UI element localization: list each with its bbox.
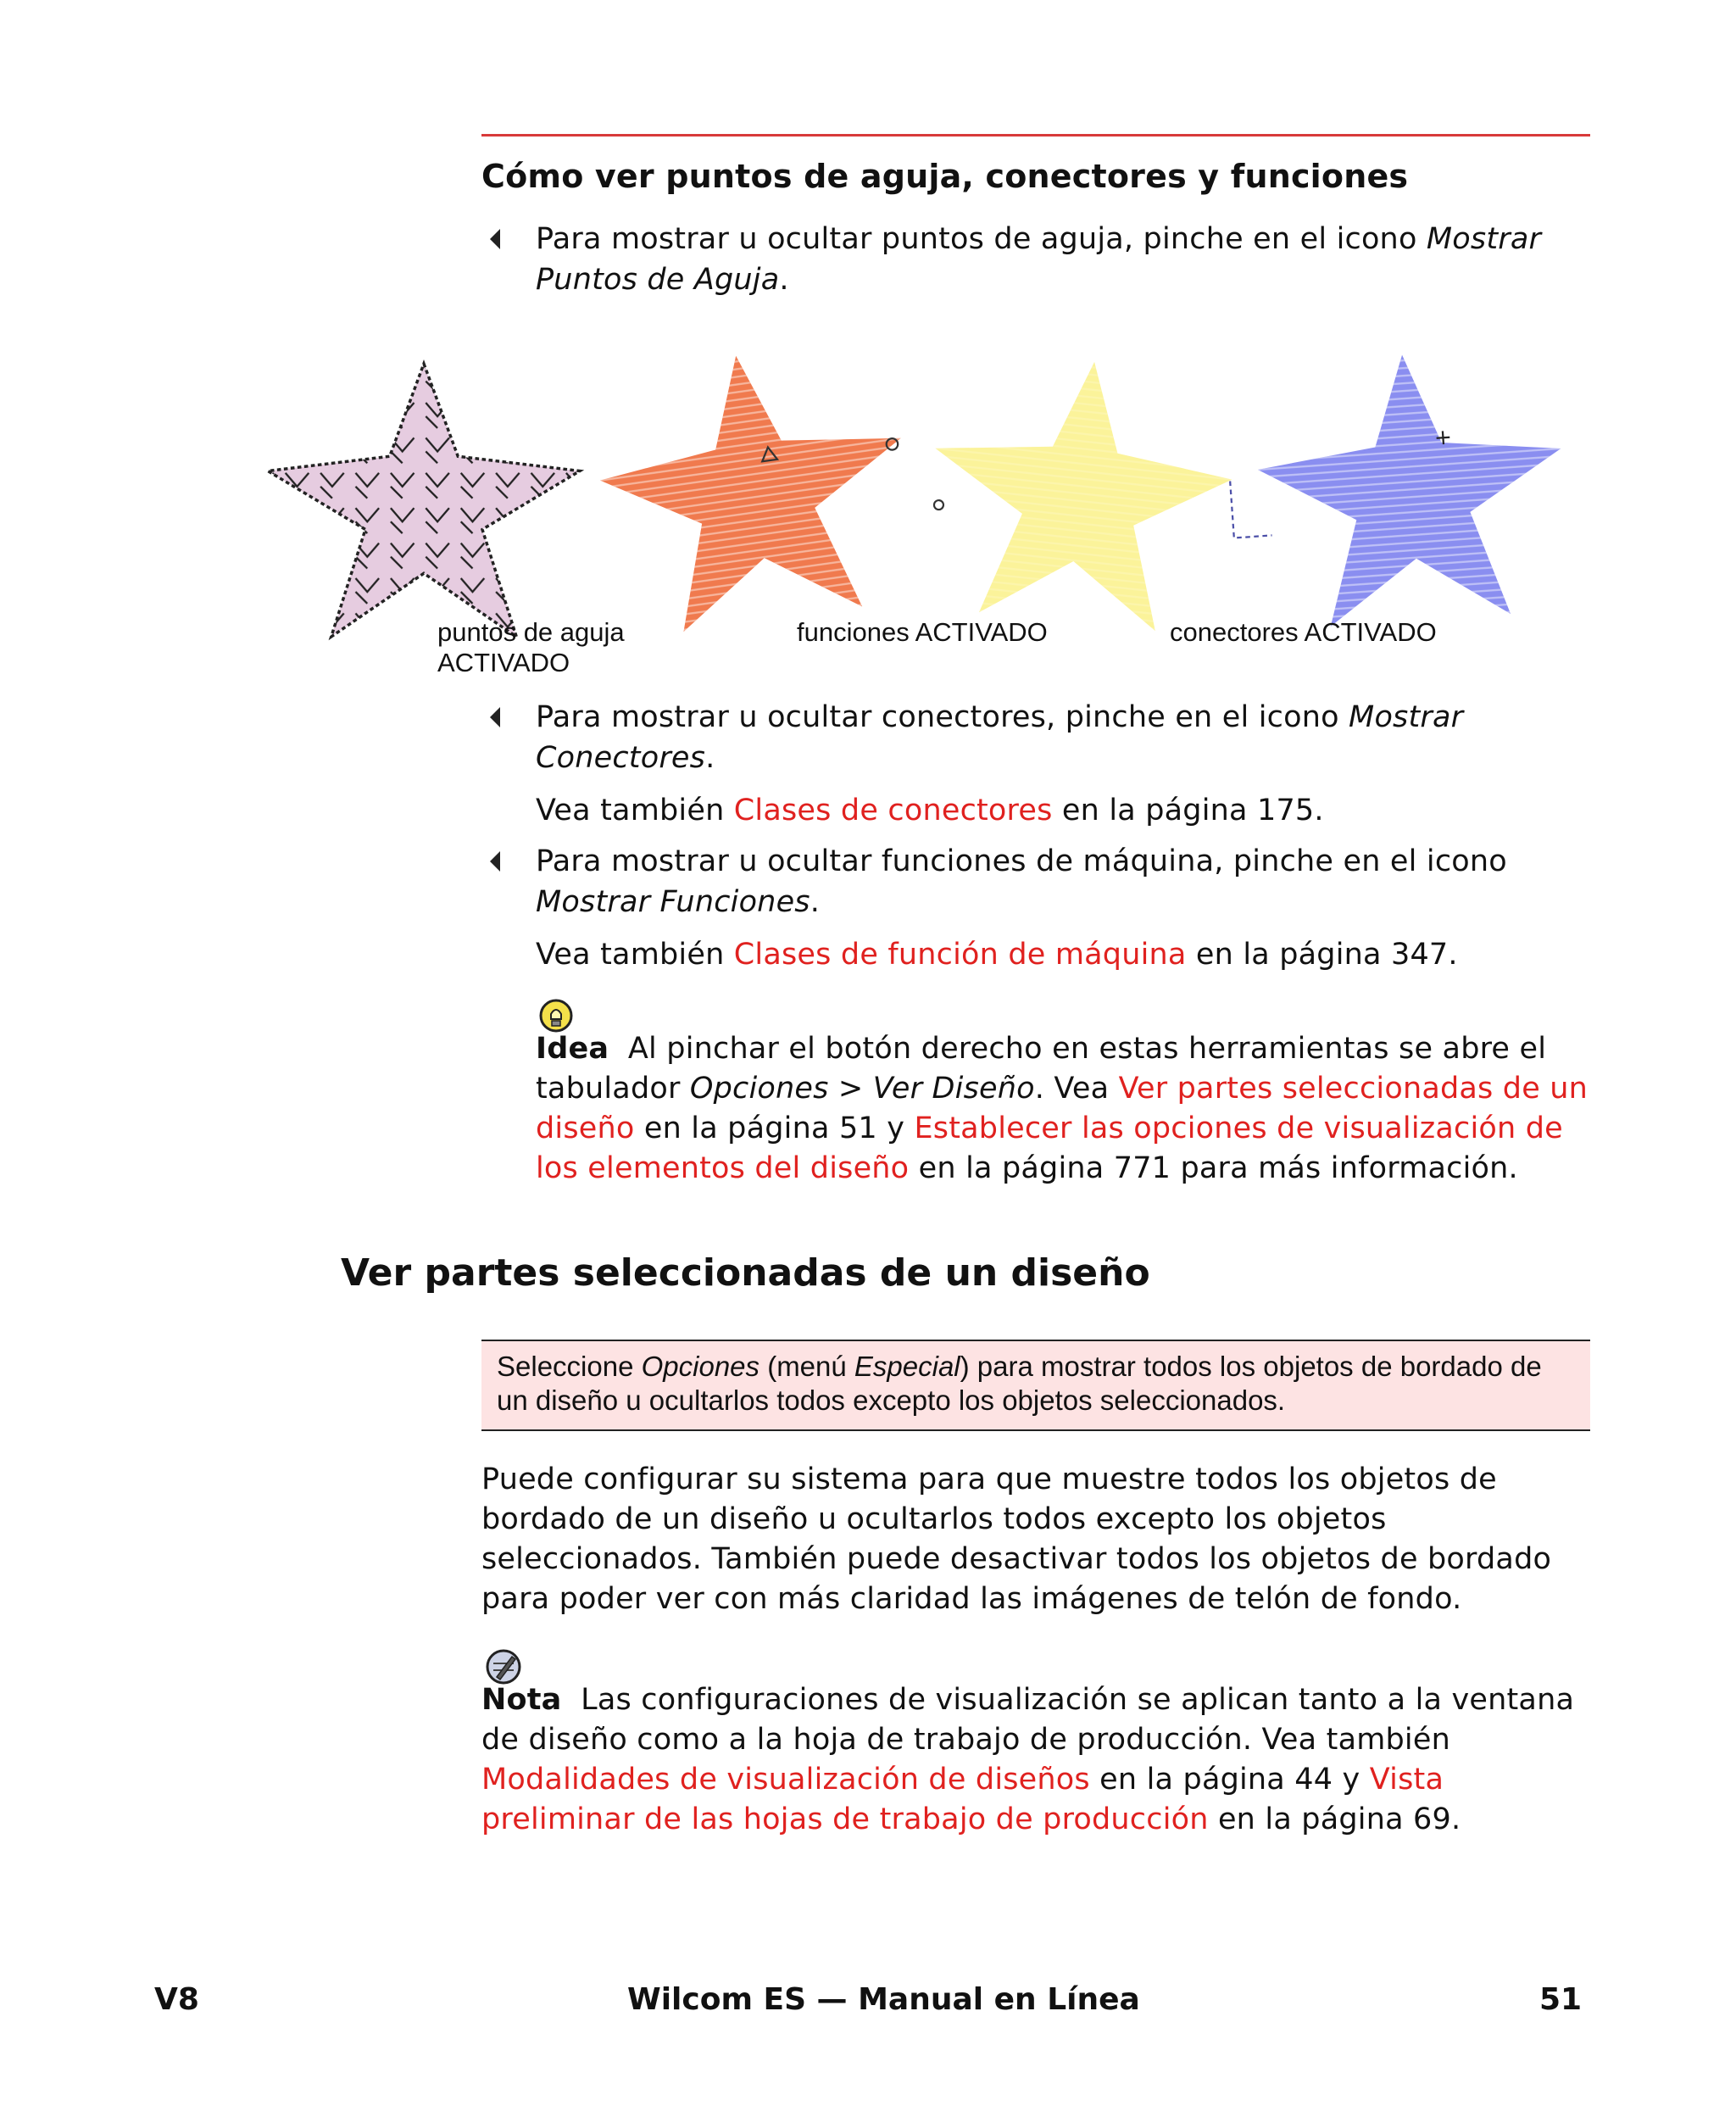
idea-text: . Vea xyxy=(1034,1072,1119,1106)
item-text: Para mostrar u ocultar puntos de aguja, pinche en el icono xyxy=(536,222,1427,256)
idea-text: Al pinchar el botón derecho en estas herramientas se abre el tabulador xyxy=(536,1032,1556,1106)
see-also-text: en la página 347. xyxy=(1186,938,1458,972)
star-plain xyxy=(919,346,1243,637)
see-also-text: en la página 175. xyxy=(1052,794,1324,827)
link-worksheet-preview[interactable]: Vista preliminar de las hojas de trabajo de producción xyxy=(481,1763,1444,1836)
item-text: . xyxy=(779,263,789,297)
idea-text: > xyxy=(828,1072,873,1106)
caption-connectors: conectores ACTIVADO xyxy=(1170,617,1437,647)
bullet-arrow-icon xyxy=(490,707,500,727)
star-illustrations xyxy=(254,331,1594,661)
item-functions-text xyxy=(536,841,1561,922)
tool-name: Mostrar Puntos de Aguja xyxy=(536,222,1542,297)
see-also-text: Vea también xyxy=(536,794,734,827)
item-stitches-text xyxy=(536,219,1561,300)
see-also-functions xyxy=(536,934,1561,975)
menu-name: Especial xyxy=(854,1351,960,1382)
callout-fragment: ) para mostrar todos los objetos de bordado de un diseño u ocultarlos todos excepto los objetos seleccionados. xyxy=(497,1351,1542,1416)
item-text: . xyxy=(705,741,715,775)
link-machine-function-classes[interactable]: Clases de función de máquina xyxy=(733,938,1187,972)
link-view-selected-parts[interactable]: Ver partes seleccionadas de un diseño xyxy=(536,1072,1589,1145)
subsection-heading: Cómo ver puntos de aguja, conectores y funciones xyxy=(481,158,1409,195)
note-text: en la página 44 y xyxy=(1089,1763,1370,1797)
note-block xyxy=(481,1680,1592,1840)
idea-note xyxy=(536,1029,1591,1189)
caption-functions: funciones ACTIVADO xyxy=(797,617,1048,647)
note-text: en la página 69. xyxy=(1208,1802,1461,1836)
link-connector-classes[interactable]: Clases de conectores xyxy=(733,794,1053,827)
tool-name: Mostrar Conectores xyxy=(536,700,1464,775)
menu-command: Opciones xyxy=(641,1351,760,1382)
star-stitches xyxy=(268,364,580,637)
footer-page-number: 51 xyxy=(1539,1982,1583,2017)
idea-text: en la página 51 y xyxy=(634,1111,915,1145)
tool-name: Mostrar Funciones xyxy=(536,885,810,919)
section-heading: Ver partes seleccionadas de un diseño xyxy=(341,1251,1150,1295)
item-text: Para mostrar u ocultar conectores, pinche en el icono xyxy=(536,700,1349,734)
see-also-connectors xyxy=(536,790,1561,831)
callout-fragment: (menú xyxy=(760,1351,854,1382)
top-divider xyxy=(481,134,1590,136)
star-connectors xyxy=(1222,344,1572,632)
bullet-arrow-icon xyxy=(490,851,500,872)
callout-fragment: Seleccione xyxy=(497,1351,642,1382)
note-label: Nota xyxy=(481,1683,562,1717)
idea-text: en la página 771 para más información. xyxy=(909,1151,1518,1185)
tab-name: Opciones xyxy=(689,1072,829,1106)
footer-version: V8 xyxy=(154,1982,199,2017)
see-also-text: Vea también xyxy=(536,938,734,972)
item-text: Para mostrar u ocultar funciones de máquina, pinche en el icono xyxy=(536,844,1507,878)
procedure-callout xyxy=(481,1340,1590,1431)
note-text: Las configuraciones de visualización se aplican tanto a la ventana de diseño como a la hoja de trabajo de producción. Vea también xyxy=(481,1683,1584,1757)
callout-text xyxy=(497,1350,1573,1418)
body-paragraph: Puede configurar su sistema para que muestre todos los objetos de bordado de un diseño u ocultarlos todos excepto los objetos seleccionados. También puede desactivar todos los objetos de bordado para poder ver con más claridad las imágenes de telón de fondo. xyxy=(481,1462,1552,1616)
item-text: . xyxy=(810,885,821,919)
footer-title: Wilcom ES — Manual en Línea xyxy=(627,1982,1140,2017)
item-connectors-text xyxy=(536,697,1561,778)
link-display-options[interactable]: Establecer las opciones de visualización de los elementos del diseño xyxy=(536,1111,1563,1185)
tab-name: Ver Diseño xyxy=(872,1072,1035,1106)
bullet-arrow-icon xyxy=(490,229,500,249)
caption-stitches: puntos de aguja ACTIVADO xyxy=(437,617,625,677)
idea-label: Idea xyxy=(536,1032,609,1066)
star-functions xyxy=(586,335,924,640)
link-view-modes[interactable]: Modalidades de visualización de diseños xyxy=(481,1763,1090,1797)
